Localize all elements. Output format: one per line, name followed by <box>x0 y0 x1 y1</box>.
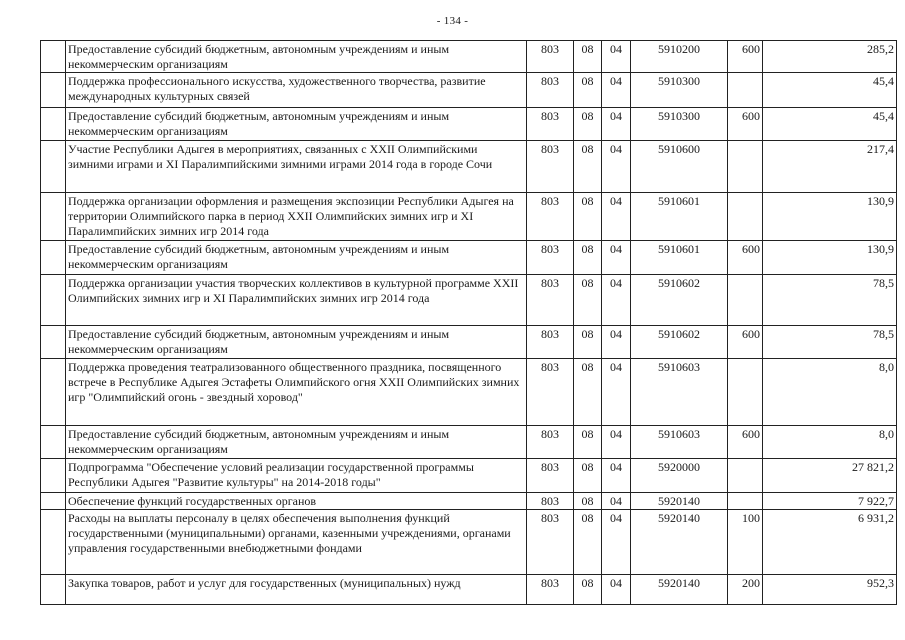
subsection-code: 04 <box>602 575 631 605</box>
expense-name: Подпрограмма "Обеспечение условий реализации государственной программы Республики Адыгея "Развитие культуры" на 2014-2018 годы" <box>66 459 527 493</box>
amount: 285,2 <box>763 41 897 73</box>
target-article-code: 5910600 <box>631 141 728 193</box>
expense-type-code: 600 <box>728 326 763 359</box>
expense-name: Поддержка организации оформления и размещения экспозиции Республики Адыгея на территории Олимпийского парка в период XXII Олимпийских зимних игр и XI Паралимпийских зимних игр 2014 года <box>66 193 527 241</box>
section-code: 08 <box>574 41 602 73</box>
expense-type-code <box>728 73 763 108</box>
target-article-code: 5920140 <box>631 575 728 605</box>
ved-code: 803 <box>527 359 574 426</box>
table-row <box>41 575 897 605</box>
expense-type-code: 600 <box>728 108 763 141</box>
expense-name: Обеспечение функций государственных органов <box>66 493 527 510</box>
subsection-code: 04 <box>602 459 631 493</box>
expense-type-code: 200 <box>728 575 763 605</box>
ved-code: 803 <box>527 575 574 605</box>
amount: 952,3 <box>763 575 897 605</box>
table-row <box>41 73 897 108</box>
row-blank-cell <box>41 241 66 275</box>
section-code: 08 <box>574 326 602 359</box>
section-code: 08 <box>574 108 602 141</box>
expense-name: Предоставление субсидий бюджетным, автономным учреждениям и иным некоммерческим организациям <box>66 426 527 459</box>
subsection-code: 04 <box>602 241 631 275</box>
table-row <box>41 493 897 510</box>
subsection-code: 04 <box>602 275 631 326</box>
subsection-code: 04 <box>602 73 631 108</box>
expense-type-code <box>728 493 763 510</box>
ved-code: 803 <box>527 275 574 326</box>
section-code: 08 <box>574 73 602 108</box>
amount: 130,9 <box>763 193 897 241</box>
target-article-code: 5910603 <box>631 359 728 426</box>
expense-type-code: 600 <box>728 426 763 459</box>
amount: 45,4 <box>763 73 897 108</box>
expense-type-code <box>728 193 763 241</box>
expense-type-code: 100 <box>728 510 763 575</box>
target-article-code: 5910300 <box>631 73 728 108</box>
subsection-code: 04 <box>602 493 631 510</box>
expense-name: Поддержка проведения театрализованного общественного праздника, посвященного встрече в Республике Адыгея Эстафеты Олимпийского огня XXII Олимпийских зимних игр "Олимпийский огонь - звездный хоровод" <box>66 359 527 426</box>
section-code: 08 <box>574 275 602 326</box>
row-blank-cell <box>41 141 66 193</box>
amount: 7 922,7 <box>763 493 897 510</box>
target-article-code: 5910601 <box>631 241 728 275</box>
row-blank-cell <box>41 493 66 510</box>
expense-name: Предоставление субсидий бюджетным, автономным учреждениям и иным некоммерческим организациям <box>66 326 527 359</box>
table-row <box>41 193 897 241</box>
expense-name: Закупка товаров, работ и услуг для государственных (муниципальных) нужд <box>66 575 527 605</box>
amount: 130,9 <box>763 241 897 275</box>
section-code: 08 <box>574 575 602 605</box>
subsection-code: 04 <box>602 108 631 141</box>
expense-type-code: 600 <box>728 41 763 73</box>
expense-type-code <box>728 459 763 493</box>
row-blank-cell <box>41 459 66 493</box>
row-blank-cell <box>41 41 66 73</box>
table-row <box>41 359 897 426</box>
amount: 8,0 <box>763 359 897 426</box>
section-code: 08 <box>574 241 602 275</box>
budget-table <box>40 40 897 605</box>
ved-code: 803 <box>527 426 574 459</box>
page-number: - 134 - <box>436 15 469 27</box>
row-blank-cell <box>41 359 66 426</box>
amount: 78,5 <box>763 275 897 326</box>
amount: 78,5 <box>763 326 897 359</box>
section-code: 08 <box>574 141 602 193</box>
target-article-code: 5910300 <box>631 108 728 141</box>
table-row <box>41 510 897 575</box>
subsection-code: 04 <box>602 141 631 193</box>
expense-name: Предоставление субсидий бюджетным, автономным учреждениям и иным некоммерческим организациям <box>66 41 527 73</box>
section-code: 08 <box>574 459 602 493</box>
expense-name: Предоставление субсидий бюджетным, автономным учреждениям и иным некоммерческим организациям <box>66 108 527 141</box>
ved-code: 803 <box>527 141 574 193</box>
expense-name: Участие Республики Адыгея в мероприятиях, связанных с XXII Олимпийскими зимними играми и XI Паралимпийскими зимними играми 2014 года в городе Сочи <box>66 141 527 193</box>
row-blank-cell <box>41 575 66 605</box>
target-article-code: 5910602 <box>631 326 728 359</box>
subsection-code: 04 <box>602 41 631 73</box>
row-blank-cell <box>41 510 66 575</box>
ved-code: 803 <box>527 326 574 359</box>
subsection-code: 04 <box>602 326 631 359</box>
row-blank-cell <box>41 193 66 241</box>
section-code: 08 <box>574 493 602 510</box>
ved-code: 803 <box>527 108 574 141</box>
ved-code: 803 <box>527 459 574 493</box>
table-row <box>41 241 897 275</box>
budget-table-body <box>41 41 897 605</box>
ved-code: 803 <box>527 193 574 241</box>
subsection-code: 04 <box>602 510 631 575</box>
row-blank-cell <box>41 426 66 459</box>
table-row <box>41 326 897 359</box>
subsection-code: 04 <box>602 426 631 459</box>
subsection-code: 04 <box>602 193 631 241</box>
ved-code: 803 <box>527 73 574 108</box>
expense-name: Поддержка профессионального искусства, художественного творчества, развитие международных культурных связей <box>66 73 527 108</box>
table-row <box>41 426 897 459</box>
table-row <box>41 275 897 326</box>
amount: 45,4 <box>763 108 897 141</box>
ved-code: 803 <box>527 493 574 510</box>
row-blank-cell <box>41 326 66 359</box>
expense-type-code: 600 <box>728 241 763 275</box>
row-blank-cell <box>41 275 66 326</box>
section-code: 08 <box>574 193 602 241</box>
ved-code: 803 <box>527 510 574 575</box>
target-article-code: 5910200 <box>631 41 728 73</box>
target-article-code: 5920000 <box>631 459 728 493</box>
expense-type-code <box>728 141 763 193</box>
table-row <box>41 459 897 493</box>
target-article-code: 5910601 <box>631 193 728 241</box>
section-code: 08 <box>574 510 602 575</box>
section-code: 08 <box>574 426 602 459</box>
expense-name: Поддержка организации участия творческих коллективов в культурной программе XXII Олимпийских зимних игр и XI Паралимпийских зимних игр 2014 года <box>66 275 527 326</box>
target-article-code: 5920140 <box>631 493 728 510</box>
ved-code: 803 <box>527 241 574 275</box>
table-row <box>41 141 897 193</box>
target-article-code: 5920140 <box>631 510 728 575</box>
subsection-code: 04 <box>602 359 631 426</box>
target-article-code: 5910603 <box>631 426 728 459</box>
expense-name: Предоставление субсидий бюджетным, автономным учреждениям и иным некоммерческим организациям <box>66 241 527 275</box>
expense-type-code <box>728 359 763 426</box>
section-code: 08 <box>574 359 602 426</box>
expense-type-code <box>728 275 763 326</box>
ved-code: 803 <box>527 41 574 73</box>
expense-name: Расходы на выплаты персоналу в целях обеспечения выполнения функций государственными (муниципальными) органами, казенными учреждениями, органами управления государственными внебюджетными фондами <box>66 510 527 575</box>
amount: 6 931,2 <box>763 510 897 575</box>
amount: 217,4 <box>763 141 897 193</box>
amount: 27 821,2 <box>763 459 897 493</box>
table-row <box>41 108 897 141</box>
table-row <box>41 41 897 73</box>
amount: 8,0 <box>763 426 897 459</box>
target-article-code: 5910602 <box>631 275 728 326</box>
row-blank-cell <box>41 73 66 108</box>
row-blank-cell <box>41 108 66 141</box>
